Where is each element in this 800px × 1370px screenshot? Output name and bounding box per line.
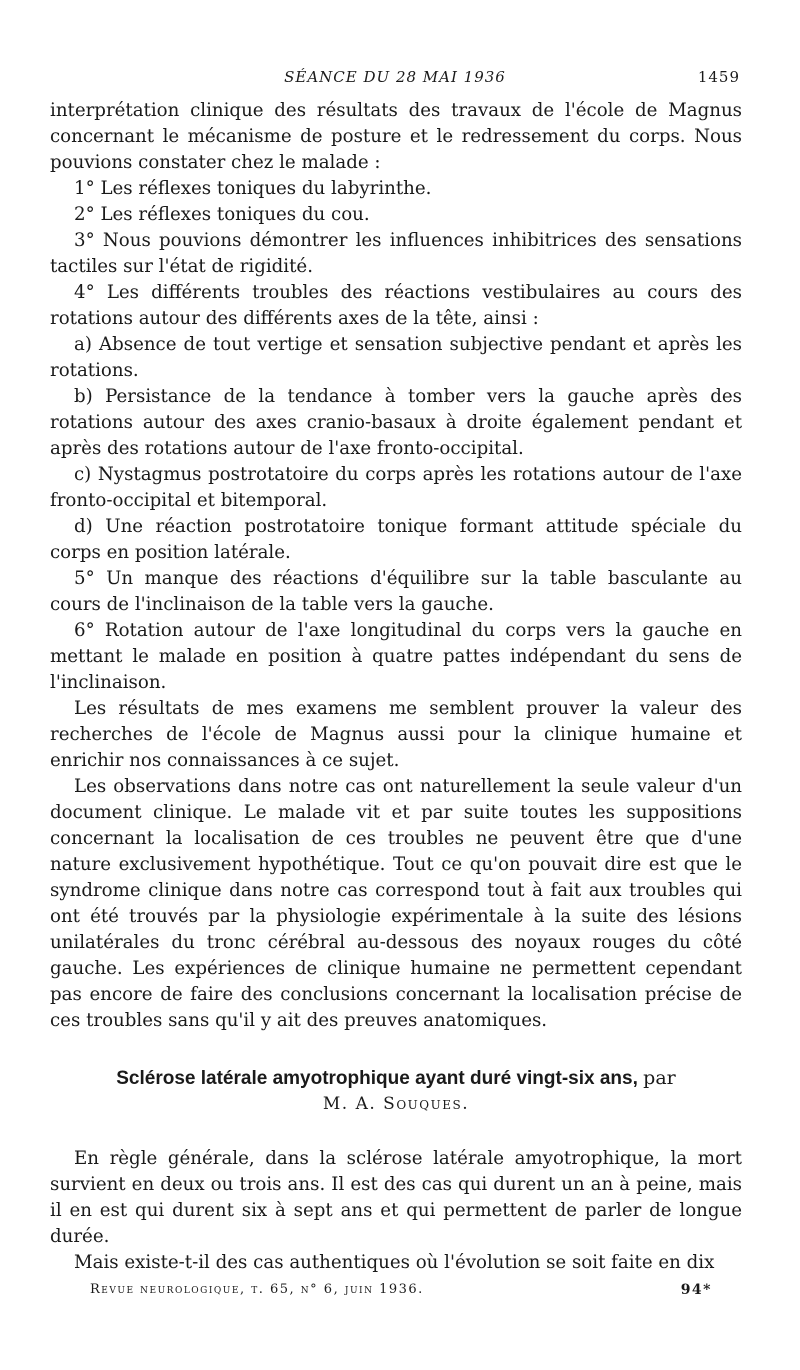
sub-item-a: a) Absence de tout vertige et sensation subjective pendant et après les rotations. bbox=[50, 334, 742, 381]
page-footer bbox=[90, 1282, 712, 1297]
list-item-1: 1° Les réflexes toniques du labyrinthe. bbox=[74, 178, 432, 199]
paragraph-continuation: interprétation clinique des résultats des travaux de l'école de Magnus concernant le mécanisme de posture et le redressement du corps. Nous pouvions constater chez le malade : bbox=[50, 100, 742, 173]
article-title bbox=[50, 1065, 742, 1092]
article-paragraph-2: Mais existe-t-il des cas authentiques où l'évolution se soit faite en dix bbox=[74, 1252, 715, 1273]
list-item-2: 2° Les réflexes toniques du cou. bbox=[74, 204, 370, 225]
paragraph-results: Les résultats de mes examens me semblent prouver la valeur des recherches de l'école de Magnus aussi pour la clinique humaine et enrichir nos connaissances à ce sujet. bbox=[50, 698, 742, 771]
sub-item-c: c) Nystagmus postrotatoire du corps après les rotations autour de l'axe fronto-occipital et bitemporal. bbox=[50, 464, 742, 511]
article-text bbox=[50, 1146, 742, 1276]
journal-citation: Revue neurologique, t. 65, n° 6, juin 1936. bbox=[90, 1282, 424, 1297]
list-item-6: 6° Rotation autour de l'axe longitudinal du corps vers la gauche en mettant le malade en position à quatre pattes indépendant du sens de l'inclinaison. bbox=[50, 620, 742, 693]
list-item-5: 5° Un manque des réactions d'équilibre sur la table basculante au cours de l'inclinaison de la table vers la gauche. bbox=[50, 568, 742, 615]
article-paragraph-1: En règle générale, dans la sclérose latérale amyotrophique, la mort survient en deux ou trois ans. Il est des cas qui durent un an à peine, mais il en est qui durent six à sept ans et qui permettent de parler de longue durée. bbox=[50, 1148, 742, 1247]
sub-item-b: b) Persistance de la tendance à tomber vers la gauche après des rotations autour des axes cranio-basaux à droite également pendant et après des rotations autour de l'axe fronto-occipital. bbox=[50, 386, 742, 459]
sub-item-d: d) Une réaction postrotatoire tonique formant attitude spéciale du corps en position latérale. bbox=[50, 516, 742, 563]
list-item-3: 3° Nous pouvions démontrer les influences inhibitrices des sensations tactiles sur l'état de rigidité. bbox=[50, 230, 742, 277]
running-head bbox=[50, 68, 740, 86]
article-title-par: par bbox=[643, 1067, 676, 1089]
article-author: M. A. Souques. bbox=[322, 1094, 470, 1114]
signature-mark: 94* bbox=[680, 1282, 712, 1298]
article-title-text: Sclérose latérale amyotrophique ayant duré vingt-six ans, bbox=[116, 1068, 638, 1089]
list-item-4: 4° Les différents troubles des réactions vestibulaires au cours des rotations autour des différents axes de la tête, ainsi : bbox=[50, 282, 742, 329]
body-text bbox=[50, 98, 742, 1034]
page-number: 1459 bbox=[697, 68, 740, 86]
paragraph-observations: Les observations dans notre cas ont naturellement la seule valeur d'un document clinique. Le malade vit et par suite toutes les suppositions concernant la localisation de ces troubles ne peuvent être que d'une nature exclusivement hypothétique. Tout ce qu'on pouvait dire est que le syndrome clinique dans notre cas correspond tout à fait aux troubles qui ont été trouvés par la physiologie expérimentale à la suite des lésions unilatérales du tronc cérébral au-dessous des noyaux rouges du côté gauche. Les expériences de clinique humaine ne permettent cependant pas encore de faire des conclusions concernant la localisation précise de ces troubles sans qu'il y ait des preuves anatomiques. bbox=[50, 776, 742, 1031]
running-head-title: SÉANCE DU 28 MAI 1936 bbox=[284, 68, 506, 86]
